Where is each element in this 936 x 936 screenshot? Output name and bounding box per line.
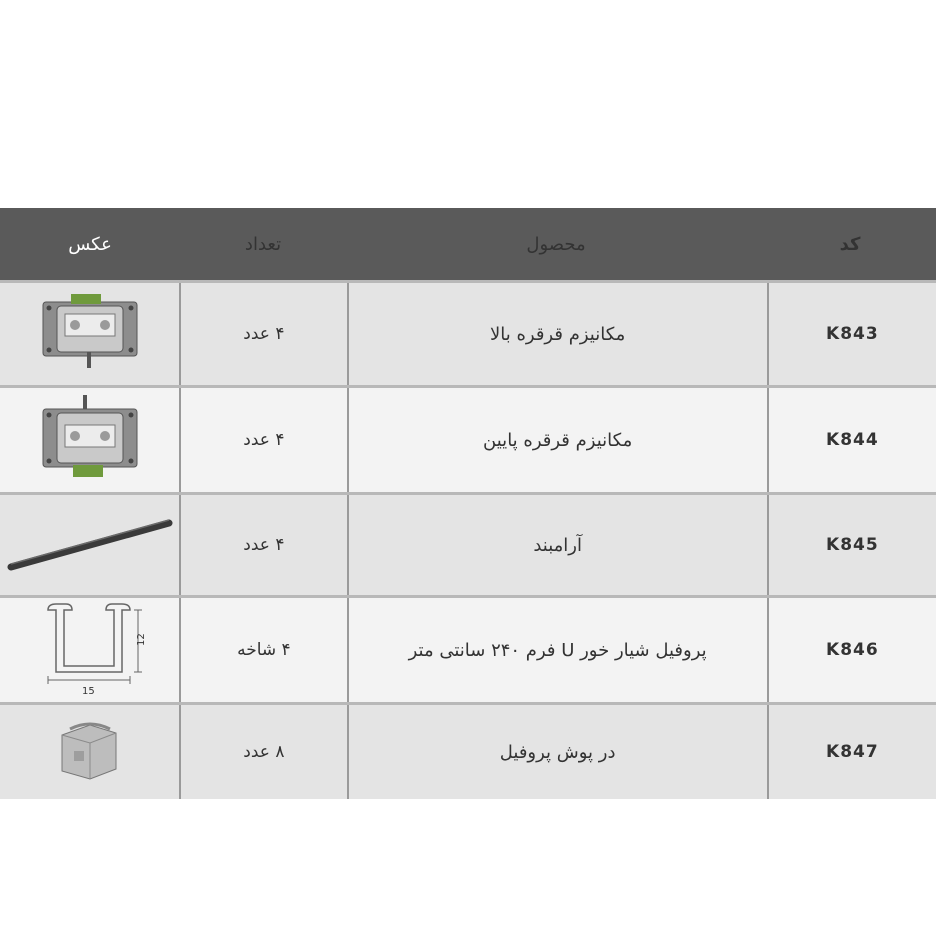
table-row — [0, 595, 936, 702]
quantity-cell: ۸ عدد — [181, 705, 348, 799]
header-product: محصول — [526, 233, 586, 255]
code-cell: K846 — [826, 640, 879, 660]
code-cell: K847 — [826, 742, 879, 762]
quantity-cell: ۴ شاخه — [181, 598, 348, 702]
product-table — [0, 208, 936, 799]
upper-pulley-image — [0, 283, 181, 385]
code-cell: K845 — [826, 535, 879, 555]
width-dimension-label: 15 — [81, 686, 95, 697]
table-row — [0, 702, 936, 799]
product-cell: آرامبند — [349, 495, 769, 595]
quantity-cell: ۴ عدد — [181, 283, 348, 385]
lower-pulley-image — [0, 388, 181, 492]
product-cell: پروفیل شیار خور U فرم ۲۴۰ سانتی متر — [349, 598, 769, 702]
u-profile-drawing — [0, 598, 181, 702]
code-cell: K843 — [826, 324, 879, 344]
product-cell: مکانیزم قرقره پایین — [349, 388, 769, 492]
table-row — [0, 492, 936, 595]
product-cell: مکانیزم قرقره بالا — [349, 283, 769, 385]
table-header — [0, 208, 936, 280]
profile-cap-image — [0, 705, 181, 799]
header-quantity: تعداد — [244, 233, 282, 255]
height-dimension-label: 12 — [135, 633, 147, 646]
header-code: کد — [839, 233, 861, 255]
header-photo: عکس — [68, 233, 112, 255]
quantity-cell: ۴ عدد — [181, 388, 348, 492]
rod-image — [0, 495, 181, 595]
table-row — [0, 385, 936, 492]
table-row — [0, 280, 936, 385]
quantity-cell: ۴ عدد — [181, 495, 348, 595]
code-cell: K844 — [826, 430, 879, 450]
product-cell: در پوش پروفیل — [349, 705, 769, 799]
